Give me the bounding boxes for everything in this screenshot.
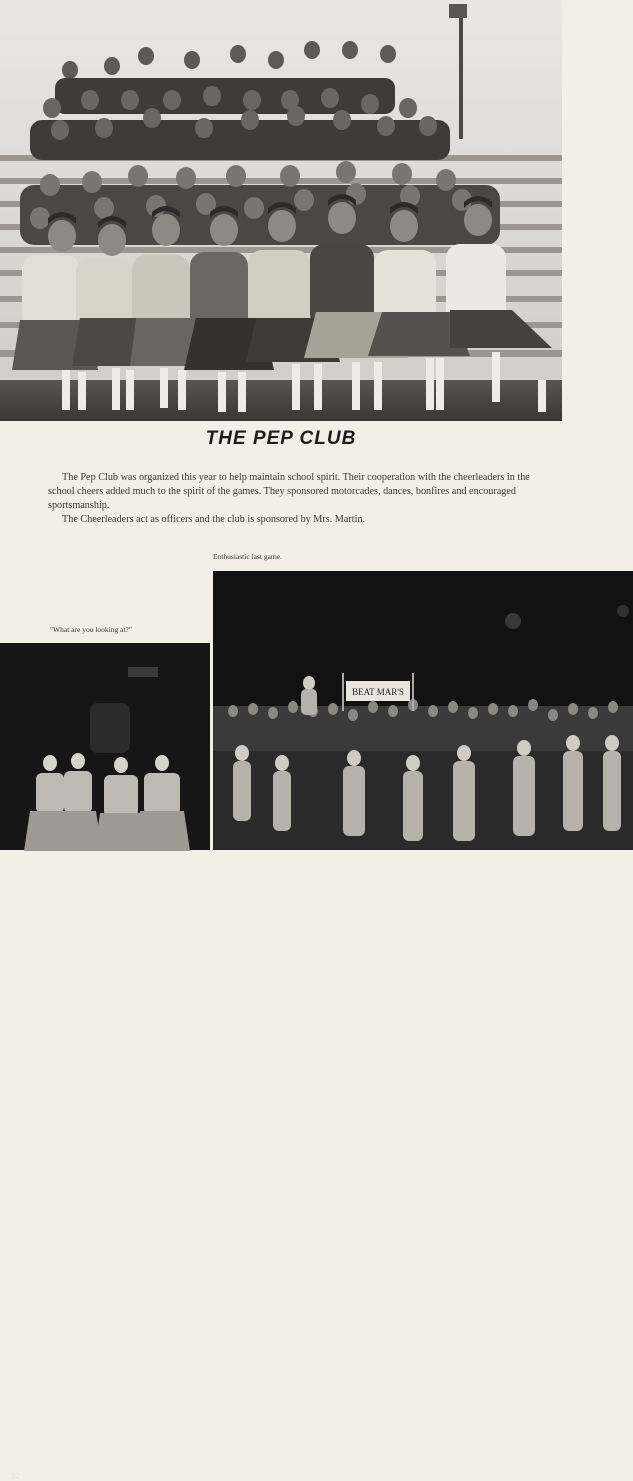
page-margin: [562, 0, 633, 421]
night-crowd-illustration: [213, 571, 633, 850]
article-body: [48, 471, 553, 527]
paragraph-1: The Pep Club was organized this year to help maintain school spirit. Their cooperation with the cheerleaders in the school cheers added much to the spirit of the games. They sponsored motorcades, dances, bonfires and encouraged sportsmanship.: [48, 472, 530, 511]
pep-club-group-photo: [0, 0, 562, 421]
banner-text: BEAT MAR'S: [352, 687, 404, 697]
page-title: THE PEP CLUB: [205, 428, 357, 449]
group-photo-illustration: [0, 0, 562, 421]
night-crowd-photo: [213, 571, 633, 850]
page-number: 32: [10, 1471, 21, 1481]
night-photo-caption: Enthusiastic last game.: [213, 552, 282, 561]
cheerleaders-illustration: [0, 643, 210, 850]
cheerleaders-photo: [0, 643, 210, 1481]
paragraph-2: The Cheerleaders act as officers and the club is sponsored by Mrs. Martin.: [62, 514, 366, 525]
small-photo-caption: "What are you looking at?": [50, 625, 132, 634]
